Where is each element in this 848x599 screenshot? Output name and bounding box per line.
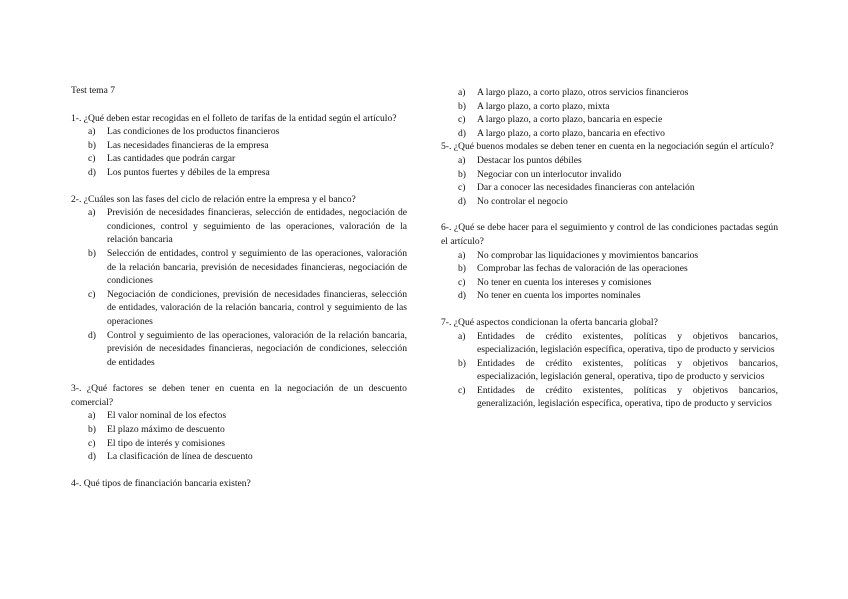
option-list — [441, 249, 778, 303]
option-b: b) Entidades de crédito existentes, políticas y objetivos bancarios, especialización, legislación general, operativa, tipo de producto y servicios — [458, 357, 778, 383]
option-d: d) Control y seguimiento de las operaciones, valoración de la relación bancaria, previsión de necesidades financieras, negociación de condiciones, selección de entidades — [88, 329, 407, 368]
option-a: a) No comprobar las liquidaciones y movimientos bancarios — [458, 249, 699, 261]
option-c: c) Entidades de crédito existentes, políticas y objetivos bancarios, generalización, legislación específica, operativa, tipo de producto y servicios — [458, 384, 778, 410]
question-text: 7-. ¿Qué aspectos condicionan la oferta bancaria global? — [441, 316, 658, 328]
option-a: a) Previsión de necesidades financieras, selección de entidades, negociación de condiciones, control y seguimiento de las operaciones, valoración de la relación bancaria — [88, 207, 407, 246]
option-b: b) A largo plazo, a corto plazo, mixta — [458, 100, 610, 112]
option-list — [71, 206, 407, 369]
question-7 — [441, 316, 778, 411]
option-b: b) Selección de entidades, control y seguimiento de las operaciones, valoración de la relación bancaria, previsión de necesidades financieras, negociación de condiciones — [88, 247, 407, 287]
question-4 — [71, 477, 407, 491]
option-c: c) Dar a conocer las necesidades financieras con antelación — [458, 182, 695, 194]
question-text: 5-. ¿Qué buenos modales se deben tener en cuenta en la negociación según el artículo? — [441, 141, 774, 153]
option-a: a) El valor nominal de los efectos — [88, 410, 227, 422]
option-c: c) Las cantidades que podrán cargar — [88, 153, 236, 165]
option-d: d) La clasificación de línea de descuento — [88, 451, 253, 463]
option-list — [441, 154, 778, 208]
option-b: b) Negociar con un interlocutor invalido — [458, 168, 622, 180]
option-a: a) Entidades de crédito existentes, políticas y objetivos bancarios, especialización, legislación específica, operativa, tipo de producto y servicios — [458, 330, 778, 356]
option-d: d) A largo plazo, a corto plazo, bancaria en efectivo — [458, 127, 665, 139]
question-text: 2-. ¿Cuáles son las fases del ciclo de relación entre la empresa y el banco? — [71, 193, 356, 205]
question-6 — [441, 221, 778, 303]
option-a: a) Destacar los puntos débiles — [458, 154, 582, 166]
question-text: 6-. ¿Qué se debe hacer para el seguimiento y control de las condiciones pactadas según el artículo? — [441, 222, 778, 247]
left-column — [71, 84, 407, 503]
option-c: c) A largo plazo, a corto plazo, bancaria en especie — [458, 114, 663, 126]
question-1 — [71, 112, 407, 180]
question-text: 4-. Qué tipos de financiación bancaria existen? — [71, 477, 251, 489]
option-c: c) El tipo de interés y comisiones — [88, 437, 226, 449]
option-d: d) No tener en cuenta los importes nominales — [458, 290, 641, 302]
option-d: d) Los puntos fuertes y débiles de la empresa — [88, 166, 270, 178]
right-column — [441, 86, 778, 424]
option-d: d) No controlar el negocio — [458, 195, 568, 207]
question-text: 1-. ¿Qué deben estar recogidas en el folleto de tarifas de la entidad según el artículo? — [71, 112, 397, 124]
question-5 — [441, 140, 778, 208]
question-2 — [71, 193, 407, 370]
option-list — [441, 330, 778, 412]
question-3 — [71, 382, 407, 464]
test-title: Test tema 7 — [71, 85, 116, 96]
option-a: a) A largo plazo, a corto plazo, otros servicios financieros — [458, 87, 689, 98]
option-c: c) No tener en cuenta los intereses y comisiones — [458, 276, 652, 288]
option-c: c) Negociación de condiciones, previsión de necesidades financieras, selección de entidades, valoración de la relación bancaria, control y seguimiento de las operaciones — [88, 288, 407, 327]
option-b: b) Comprobar las fechas de valoración de las operaciones — [458, 263, 688, 275]
question-4-option-list — [441, 86, 778, 140]
option-a: a) Las condiciones de los productos financieros — [88, 126, 280, 138]
option-list — [71, 409, 407, 463]
option-b: b) El plazo máximo de descuento — [88, 424, 225, 436]
option-list — [71, 125, 407, 179]
option-b: b) Las necesidades financieras de la empresa — [88, 139, 269, 151]
question-text: 3-. ¿Qué factores se deben tener en cuenta en la negociación de un descuento comercial? — [71, 383, 407, 408]
